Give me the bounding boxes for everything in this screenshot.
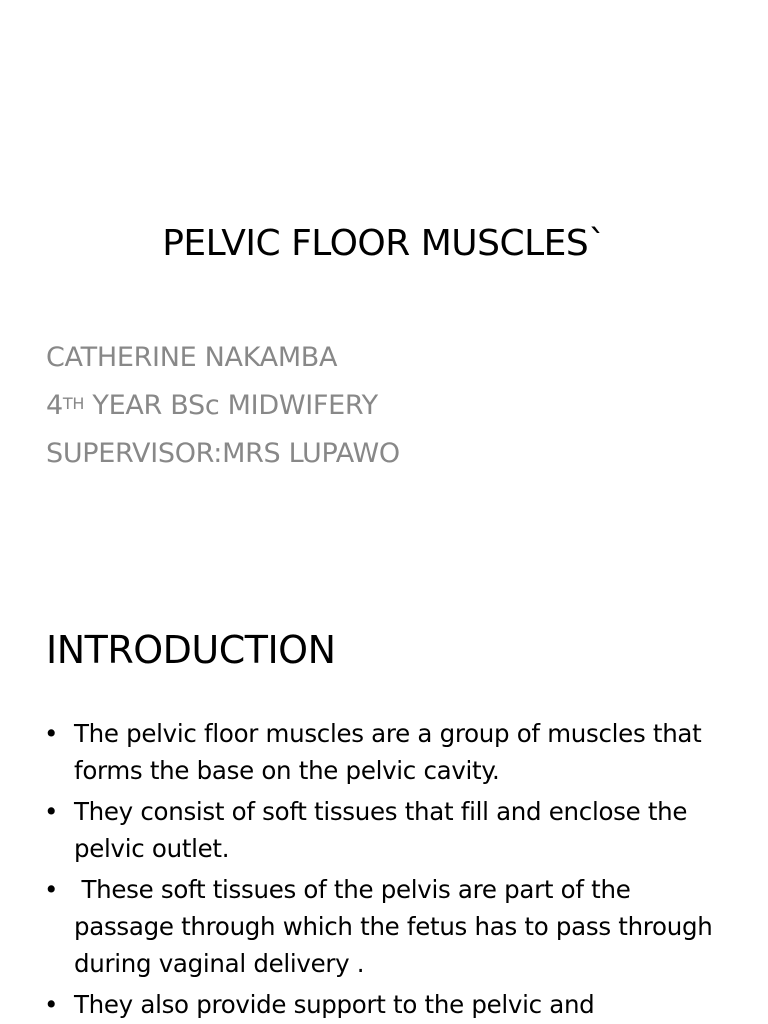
bullet-text: They consist of soft tissues that fill and enclose the pelvic outlet. <box>74 797 688 863</box>
bullet-list <box>44 715 734 1024</box>
bullet-icon: • <box>44 990 59 1019</box>
year-superscript: TH <box>62 394 85 413</box>
slide-title: PELVIC FLOOR MUSCLES` <box>162 223 606 264</box>
list-item <box>44 871 734 982</box>
author-name: CATHERINE NAKAMBA <box>46 342 338 373</box>
list-item <box>44 793 734 867</box>
bullet-icon: • <box>44 719 59 748</box>
supervisor-name: SUPERVISOR:MRS LUPAWO <box>46 438 400 469</box>
section-heading: INTRODUCTION <box>46 628 336 672</box>
year-rest: YEAR BSc MIDWIFERY <box>84 390 378 421</box>
bullet-text: The pelvic floor muscles are a group of muscles that forms the base on the pelvic cavity. <box>74 719 702 785</box>
list-item <box>44 715 734 789</box>
bullet-text: These soft tissues of the pelvis are part of the passage through which the fetus has to pass through during vaginal delivery . <box>74 875 720 978</box>
subtitle-block <box>46 334 400 478</box>
bullet-text: They also provide support to the pelvic and <box>74 990 595 1019</box>
year-program <box>46 382 400 430</box>
list-item <box>44 986 734 1023</box>
bullet-icon: • <box>44 797 59 826</box>
year-number: 4 <box>46 390 63 421</box>
bullet-icon: • <box>44 875 59 904</box>
